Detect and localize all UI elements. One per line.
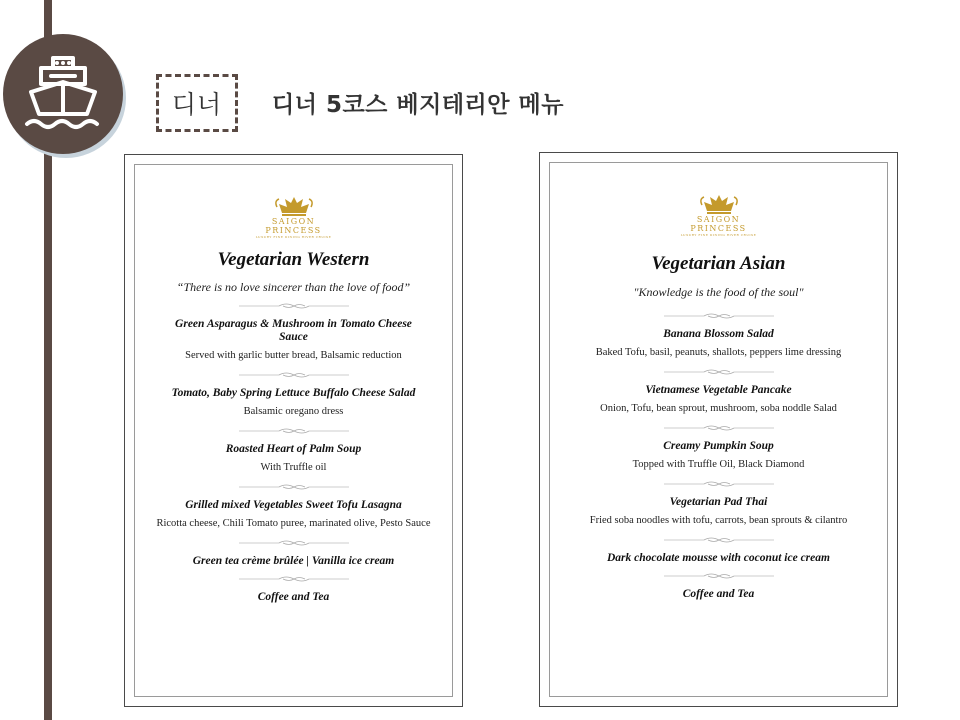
course-name: Tomato, Baby Spring Lettuce Buffalo Cheese Salad	[171, 387, 416, 399]
saigon-princess-logo	[681, 193, 757, 237]
ornament-divider-icon	[664, 368, 774, 376]
logo-name: SAIGON	[271, 217, 316, 226]
menu-quote: “There is no love sincerer than the love of food”	[176, 280, 411, 294]
ornament-divider-icon	[239, 539, 349, 547]
logo-subtitle: LUXURY FINE DINING RIVER CRUISE	[680, 233, 757, 237]
course-item	[151, 555, 436, 568]
course-item	[567, 440, 870, 473]
course-name: Grilled mixed Vegetables Sweet Tofu Lasagna	[185, 499, 402, 511]
course-item	[567, 588, 870, 601]
course-description: Balsamic oregano dress	[243, 406, 344, 417]
menu-title: Vegetarian Asian	[651, 253, 786, 274]
course-name: Green tea crème brûlée | Vanilla ice cream	[192, 555, 395, 567]
logo-subtitle: LUXURY FINE DINING RIVER CRUISE	[255, 235, 332, 239]
ornament-divider-icon	[239, 483, 349, 491]
ornament-divider-icon	[664, 572, 774, 580]
course-name: Dark chocolate mousse with coconut ice cream	[607, 552, 830, 564]
ornament-divider-icon	[664, 480, 774, 488]
ship-badge	[3, 34, 123, 154]
ornament-divider-icon	[239, 427, 349, 435]
menu-quote: "Knowledge is the food of the soul"	[633, 285, 804, 299]
menu-title: Vegetarian Western	[217, 249, 370, 270]
course-description: Onion, Tofu, bean sprout, mushroom, soba noddle Salad	[600, 403, 837, 414]
ornament-divider-icon	[664, 312, 774, 320]
course-item	[567, 552, 870, 565]
course-name: Banana Blossom Salad	[663, 328, 774, 340]
menu-card-asian	[539, 152, 898, 707]
crown-icon	[698, 193, 740, 215]
course-name: Coffee and Tea	[257, 591, 330, 603]
section-tag-label: 디너	[171, 90, 223, 119]
course-description: Topped with Truffle Oil, Black Diamond	[632, 459, 805, 470]
saigon-princess-logo	[256, 195, 332, 239]
course-description: Fried soba noodles with tofu, carrots, bean sprouts & cilantro	[589, 515, 848, 526]
course-item	[151, 591, 436, 604]
ornament-divider-icon	[664, 424, 774, 432]
course-name: Vietnamese Vegetable Pancake	[645, 384, 792, 396]
course-description: With Truffle oil	[260, 462, 327, 473]
page-title: 디너 5코스 베지테리안 메뉴	[272, 92, 564, 118]
course-item	[567, 496, 870, 529]
course-name: Coffee and Tea	[682, 588, 755, 600]
course-name: Roasted Heart of Palm Soup	[225, 443, 362, 455]
course-item	[151, 443, 436, 476]
ornament-divider-icon	[239, 371, 349, 379]
menu-card-western	[124, 154, 463, 707]
course-description: Baked Tofu, basil, peanuts, shallots, peppers lime dressing	[595, 347, 842, 358]
course-name: Creamy Pumpkin Soup	[663, 440, 774, 452]
course-item	[151, 318, 436, 364]
course-item	[151, 387, 436, 420]
ship-icon	[17, 48, 109, 140]
course-description: Ricotta cheese, Chili Tomato puree, marinated olive, Pesto Sauce	[156, 518, 431, 529]
course-item	[151, 499, 436, 532]
course-item	[567, 384, 870, 417]
crown-icon	[273, 195, 315, 217]
logo-name: SAIGON	[696, 215, 741, 224]
section-tag	[156, 74, 238, 132]
course-item	[567, 328, 870, 361]
course-name: Green Asparagus & Mushroom in Tomato Cheese Sauce	[175, 318, 412, 343]
ornament-divider-icon	[239, 575, 349, 583]
ornament-divider-icon	[239, 302, 349, 310]
ornament-divider-icon	[664, 536, 774, 544]
logo-name-2: PRINCESS	[690, 224, 747, 233]
course-name: Vegetarian Pad Thai	[669, 496, 768, 508]
logo-name-2: PRINCESS	[265, 226, 322, 235]
course-description: Served with garlic butter bread, Balsamic reduction	[185, 350, 402, 361]
